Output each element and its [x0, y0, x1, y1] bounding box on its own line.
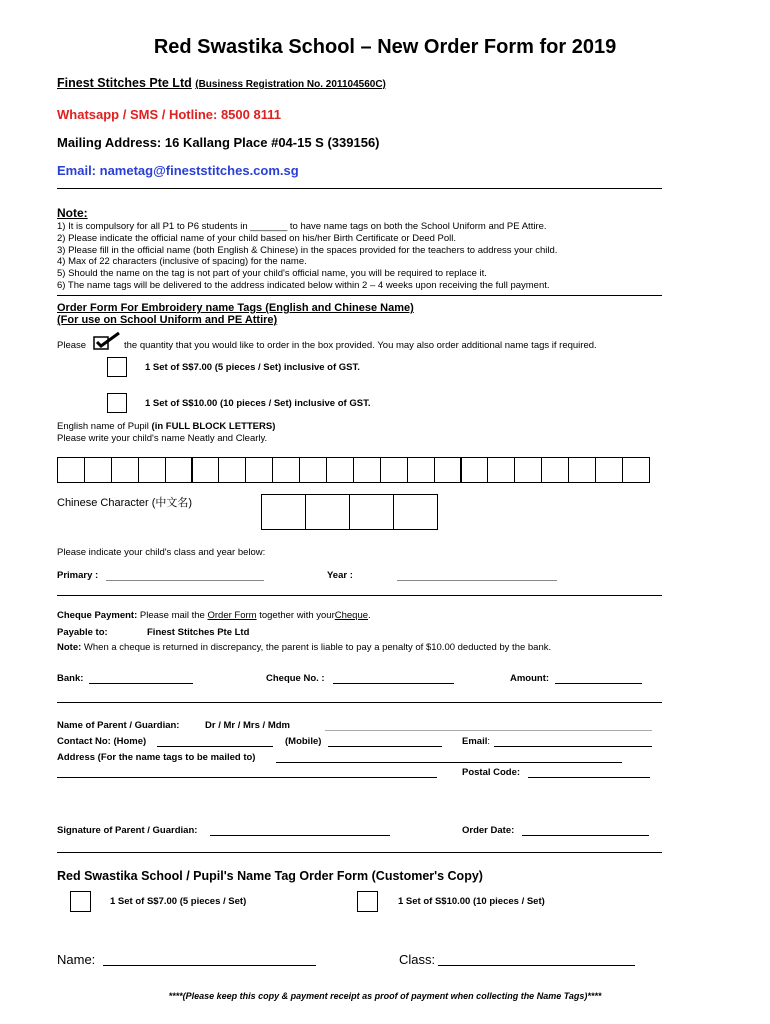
- primary-label: Primary :: [57, 570, 99, 581]
- copy-option-7-label: 1 Set of S$7.00 (5 pieces / Set): [110, 896, 247, 907]
- business-registration: (Business Registration No. 201104560C): [195, 79, 386, 90]
- english-name-cell[interactable]: [407, 457, 435, 483]
- cheque-text-1: Please mail the: [139, 610, 205, 621]
- postal-code-label: Postal Code:: [462, 767, 521, 778]
- class-instruction: Please indicate your child's class and year below:: [57, 547, 266, 558]
- cheque-no-label: Cheque No. :: [266, 673, 325, 684]
- primary-field[interactable]: [106, 580, 264, 581]
- email-field[interactable]: [494, 746, 652, 747]
- email-label-colon: :: [487, 736, 490, 747]
- english-name-cell[interactable]: [353, 457, 381, 483]
- page-title: Red Swastika School – New Order Form for 2019: [153, 36, 617, 58]
- year-label: Year :: [327, 570, 353, 581]
- copy-option-10-label: 1 Set of S$10.00 (10 pieces / Set): [398, 896, 545, 907]
- english-name-cell[interactable]: [380, 457, 408, 483]
- year-field[interactable]: [397, 580, 557, 581]
- english-name-cell[interactable]: [245, 457, 273, 483]
- english-name-cell[interactable]: [84, 457, 112, 483]
- option-10-checkbox[interactable]: [107, 393, 127, 413]
- order-date-label: Order Date:: [462, 825, 515, 836]
- amount-field[interactable]: [555, 683, 642, 684]
- english-name-cell[interactable]: [568, 457, 596, 483]
- note-item: 3) Please fill in the official name (both English & Chinese) in the spaces provided for the teachers to address your child.: [57, 244, 558, 256]
- bank-label: Bank:: [57, 673, 84, 684]
- signature-field[interactable]: [210, 835, 390, 836]
- english-name-label-text: English name of Pupil: [57, 421, 149, 432]
- hotline: Whatsapp / SMS / Hotline: 8500 8111: [57, 107, 281, 122]
- english-name-cell[interactable]: [218, 457, 246, 483]
- english-name-cell[interactable]: [514, 457, 542, 483]
- cheque-text-2: together with your: [259, 610, 335, 621]
- divider: [57, 702, 662, 703]
- english-name-cell[interactable]: [595, 457, 623, 483]
- email-label: [462, 736, 490, 747]
- english-name-cell[interactable]: [57, 457, 85, 483]
- english-name-cell[interactable]: [434, 457, 462, 483]
- cheque-payment-text: [57, 610, 371, 621]
- english-name-cell[interactable]: [622, 457, 650, 483]
- order-date-field[interactable]: [522, 835, 649, 836]
- english-name-cell[interactable]: [326, 457, 354, 483]
- note-item: 2) Please indicate the official name of your child based on his/her Birth Certificate or Deed Poll.: [57, 232, 457, 244]
- note-item: 4) Max of 22 characters (inclusive of spacing) for the name.: [57, 256, 307, 268]
- order-instruction: the quantity that you would like to order in the box provided. You may also order additional name tags if required.: [124, 340, 597, 351]
- cheque-note: [57, 642, 551, 653]
- address-field-1[interactable]: [276, 762, 622, 763]
- mobile-label: (Mobile): [285, 736, 322, 747]
- english-name-cell[interactable]: [299, 457, 327, 483]
- please-label: Please: [57, 340, 87, 351]
- note-item: 6) The name tags will be delivered to the address indicated below within 2 – 4 weeks upon receiving the full payment.: [57, 279, 550, 291]
- english-name-cell[interactable]: [165, 457, 193, 483]
- customer-copy-heading: Red Swastika School / Pupil's Name Tag Order Form (Customer's Copy): [57, 869, 483, 883]
- note-list: [57, 221, 557, 292]
- contact-home-label: Contact No: (Home): [57, 736, 147, 747]
- payable-label: Payable to:: [57, 627, 108, 638]
- copy-name-field[interactable]: [103, 965, 316, 966]
- mobile-field[interactable]: [328, 746, 442, 747]
- english-name-cell[interactable]: [192, 457, 220, 483]
- divider: [57, 595, 662, 596]
- option-7-checkbox[interactable]: [107, 357, 127, 377]
- copy-option-10-checkbox[interactable]: [357, 891, 378, 912]
- address-label: Address (For the name tags to be mailed to): [57, 752, 256, 763]
- company-line: [57, 76, 386, 90]
- company-name: Finest Stitches Pte Ltd: [57, 76, 192, 90]
- english-name-cell[interactable]: [461, 457, 489, 483]
- cheque-note-text: When a cheque is returned in discrepancy, the parent is liable to pay a penalty of $10.00 deducted by the bank.: [83, 642, 552, 653]
- note-item: 5) Should the name on the tag is not part of your child's official name, you will be required to replace it.: [57, 268, 487, 280]
- divider: [57, 852, 662, 853]
- copy-name-label: Name:: [57, 952, 96, 967]
- copy-option-7-checkbox[interactable]: [70, 891, 91, 912]
- amount-label: Amount:: [510, 673, 550, 684]
- parent-name-label: Name of Parent / Guardian:: [57, 720, 180, 731]
- note-item: 1) It is compulsory for all P1 to P6 students in _______ to have name tags on both the School Uniform and PE Attire.: [57, 221, 547, 232]
- parent-title-options: Dr / Mr / Mrs / Mdm: [205, 720, 290, 731]
- email-label-text: Email: [462, 736, 488, 747]
- english-name-cell[interactable]: [111, 457, 139, 483]
- cheque-note-label: Note:: [57, 642, 82, 653]
- copy-class-field[interactable]: [438, 965, 635, 966]
- chinese-name-cell[interactable]: [305, 494, 350, 530]
- english-name-label-bold: (in FULL BLOCK LETTERS): [151, 421, 276, 432]
- order-heading: Order Form For Embroidery name Tags (English and Chinese Name): [57, 302, 414, 314]
- cheque-no-field[interactable]: [333, 683, 454, 684]
- divider: [57, 295, 662, 296]
- email: Email: nametag@fineststitches.com.sg: [57, 163, 299, 178]
- chinese-name-label: Chinese Character (中文名): [57, 497, 193, 509]
- footer-note: ****(Please keep this copy & payment receipt as proof of payment when collecting the Name Tags)****: [168, 991, 602, 1001]
- english-name-cell[interactable]: [487, 457, 515, 483]
- parent-name-field[interactable]: [325, 730, 652, 731]
- postal-code-field[interactable]: [528, 777, 650, 778]
- english-name-label: [57, 421, 275, 432]
- chinese-name-cell[interactable]: [349, 494, 394, 530]
- note-heading: Note:: [57, 206, 88, 220]
- address-field-2[interactable]: [57, 777, 437, 778]
- english-name-cell[interactable]: [138, 457, 166, 483]
- cheque-payment-label: Cheque Payment:: [57, 610, 138, 621]
- option-7-label: 1 Set of S$7.00 (5 pieces / Set) inclusive of GST.: [145, 362, 360, 373]
- order-form-link: Order Form: [207, 610, 257, 621]
- chinese-name-cell[interactable]: [393, 494, 438, 530]
- payable-value: Finest Stitches Pte Ltd: [147, 627, 250, 638]
- mailing-address: Mailing Address: 16 Kallang Place #04-15 S (339156): [57, 135, 380, 150]
- english-name-cell[interactable]: [541, 457, 569, 483]
- signature-label: Signature of Parent / Guardian:: [57, 825, 198, 836]
- english-name-cell[interactable]: [272, 457, 300, 483]
- copy-class-label: Class:: [399, 952, 436, 967]
- divider: [57, 188, 662, 189]
- bank-field[interactable]: [89, 683, 193, 684]
- cheque-link: Cheque: [334, 610, 369, 621]
- option-10-label: 1 Set of S$10.00 (10 pieces / Set) inclusive of GST.: [145, 398, 371, 409]
- chinese-name-cell[interactable]: [261, 494, 306, 530]
- english-name-instruction: Please write your child's name Neatly and Clearly.: [57, 433, 268, 444]
- order-subheading: (For use on School Uniform and PE Attire): [57, 314, 278, 326]
- checkmark-icon: [93, 331, 121, 351]
- contact-home-field[interactable]: [157, 746, 273, 747]
- cheque-text-3: .: [368, 610, 371, 621]
